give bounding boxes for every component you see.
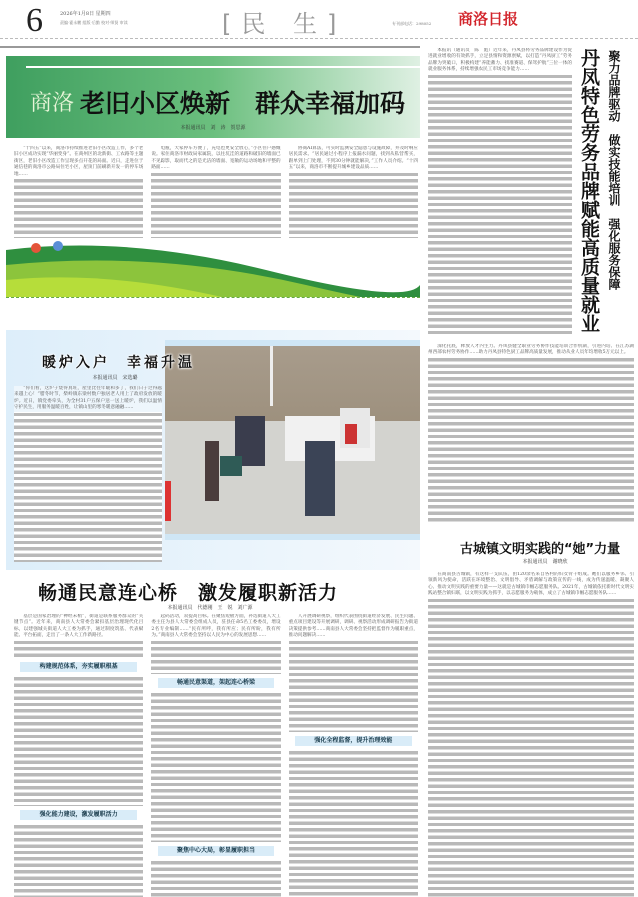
article4-body (428, 48, 572, 334)
article2-title: 暖炉入户 幸福升温 (42, 355, 195, 371)
page-number: 6 (26, 2, 43, 39)
article4-text2: 深化托底，释放人才内生力。丹凤县健全职业劳务协作技能培训合作机制，引进内培、在江苏湖州西部农村劳务协作……助力丹凤县特色厨工品牌高质量发展，推动从业人员年均增收5万元以上。 (428, 344, 634, 356)
article5-text: 在商南县古城镇，有这样一支队伍，由120余名来自各村的妇女骨干组成。她们以服务乡邻、引领新风为使命，活跃在环境整治、文明倡导、矛盾调解与政策宣传的一线，成为传递温暖、凝聚人心、推动文明实践的重要力量——这就是古城镇巾帼志愿服务队。2021年，古城镇依托新时代文明实践站整合镇妇联，以文明实践为抓手，以志愿服务为载体，成立了古城镇巾帼志愿服务队…… (428, 572, 634, 597)
article5-title: 古城镇文明实践的“她”力量 (460, 542, 621, 557)
issue-date: 2026年1月8日 星期四 (60, 11, 111, 17)
article4-text: 本报讯（通讯员 陈 彪）近年来，丹凤县将劳务品牌建设作为促进就业增收的有效抓手，立足县情和资源禀赋，以打造“丹凤厨工”劳务品牌为突破口，积极构建“养能蓄力、找准赛道、保驾护航”三位一体的就业服务体系，持续增强农民工市场竞争能力…… (428, 48, 572, 73)
article1-body (14, 146, 418, 238)
subhead: 聚焦中心大局，彰显履职担当 (158, 846, 274, 856)
article3-title: 畅通民意连心桥 激发履职新活力 (38, 582, 339, 604)
subhead: 畅通民意渠道，架起连心桥梁 (158, 678, 274, 688)
article1-byline: 本报通讯员 刘 涛 贺思源 (180, 125, 246, 131)
article2-text: “你们看，这炉子烧得真旺，屋里比往年暖和多了，我们日子过得越来越上心！”腊冬时节，柴岭镇东梁村数户独居老人用上了政府发放的暖炉。近日，镇党委牵头，为全村31户五保户送一送上暖炉，我们以温情守护民生，用服务温暖百姓，让镇山里的寒冬暖意融融…… (14, 386, 162, 411)
article1-title: 老旧小区焕新 群众幸福加码 (80, 89, 406, 118)
article1-banner (6, 56, 420, 138)
subhead: 强化能力建设，激发履职活力 (20, 810, 136, 820)
header-divider (0, 38, 638, 39)
article2-photo (165, 340, 420, 540)
article1-col: 电瓶，大家停车方便了，充电也更安全放心，”小区住户感慨说。家住商洛市财政局家属院，以往坑洼的道路和破旧的墙面已不见踪影，取而代之的是光洁的墙面、宽敞的运动场地和平整的路面…… (151, 146, 281, 171)
article4-subtitle: 聚力品牌驱动 做实技能培训 强化服务保障 (607, 50, 621, 290)
rule (0, 46, 420, 48)
article2-body (14, 386, 162, 562)
article3-col: 人开展调研视察，组织代表围绕街道经济发展、民生问题、重点项目建设等开展调研，调研、视察活动形成调研报告为街道决策提供参考……商南县人大常委会坚持把监督作为履职重点，推动问题解决…… (288, 614, 418, 639)
article3-byline: 本报通讯员 代德刚 王 锐 刘广源 (167, 605, 253, 611)
article5-byline: 本报通讯员 谢晓欣 (522, 559, 568, 565)
subhead: 构建规范体系，夯实履职根基 (20, 662, 136, 672)
article4-body-continued (428, 344, 634, 524)
section-title: [民 生] (222, 10, 347, 38)
article1-col: 协商AI算法，可实时监测安全隐患与设施故障，并及时响应居民需求。“居民通过小程序上报漏水问题，找到从私营帮买，跟单到上门处理，不到30分钟就能解决，”工作人员介绍。“十四五”以来，商洛市不断提升城乡建设品质…… (288, 146, 418, 171)
article3-col: 基层是国家治理的“神经末梢”，街道是联系服务群众的“关键节点”。近年来，商南县人大常委会紧扣基层治理现代化目标，以建强城关街道人大工委为抓手，通过制度筑基、代表赋能、平台拓面，走出了一条人大工作新路径。 (14, 614, 144, 639)
newspaper-logo: 商洛日报 (458, 10, 519, 28)
illustration-hills (6, 240, 420, 298)
article3-col: 起码活动，双提高目标。在聚焦短板方面，补选街道人大工委主任为县人大常委会组成人员，驻县任命5名工委委员，增设2名专业编制……“民有所呼，我有所应；民有所盼，我有所为。”商南县人大常委会坚持以人民为中心的发展思想…… (151, 614, 281, 639)
article2-byline: 本报通讯员 宋选璐 (92, 375, 138, 381)
article1-place: 商洛 (30, 90, 75, 115)
article4-title: 丹凤特色劳务品牌赋能高质量就业 (578, 48, 600, 333)
editors-line: 责编·霍永鹏 组版·后勤 校对·师贤 审读 (60, 20, 128, 25)
phone-line: 专刊部电话：298052 (392, 21, 432, 26)
subhead: 强化全程监督，提升治理效能 (295, 736, 411, 746)
article5-body (428, 572, 634, 897)
article3-body (14, 614, 418, 897)
article1-col: “十四五”以来，商洛市持续推进老旧小区改造工作，多个老旧小区成功实现“华丽变身”。在商州区的北新街、工农路等主题街区，老旧小区改造工作呈现多点开花的局面。近日，走进位于通信巷的商洛市公路局住宅小区，屋顶门前刷新开发一的停车场地…… (14, 146, 144, 177)
